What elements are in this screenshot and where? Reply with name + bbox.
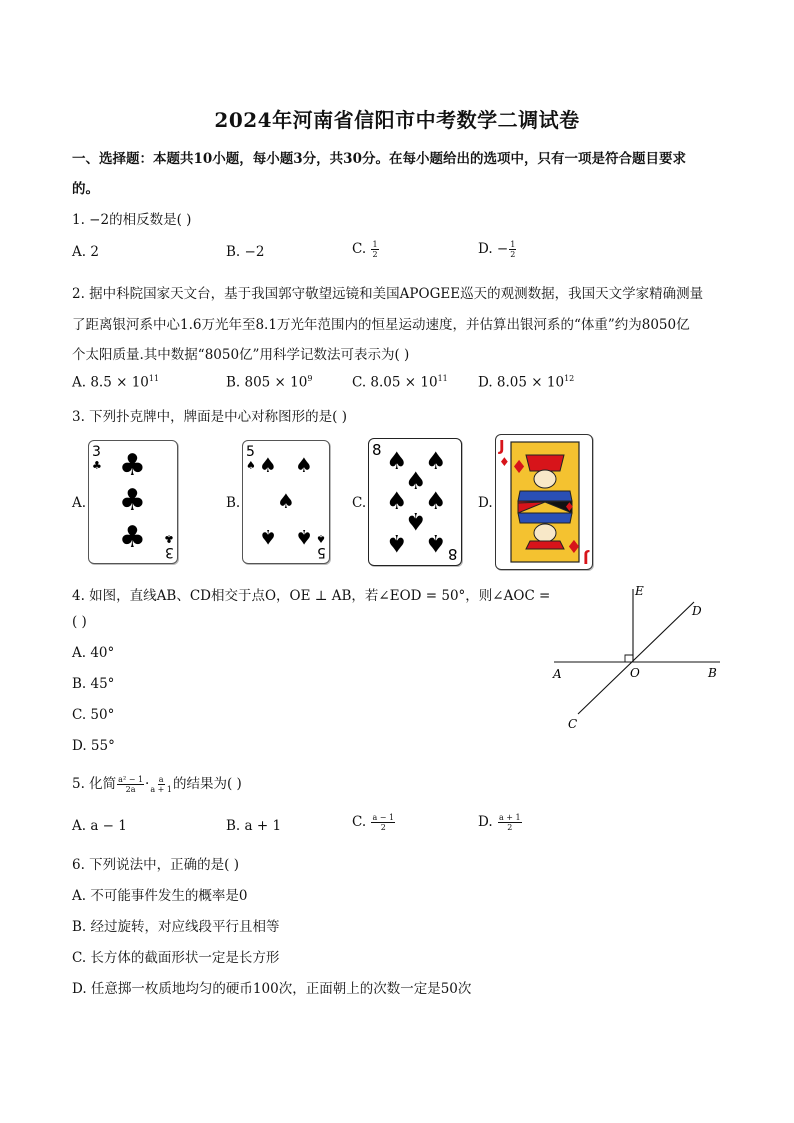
diamond-icon: ♦ xyxy=(511,457,528,478)
q4-option-b: B. 45° xyxy=(72,676,115,692)
q5-fraction-1 xyxy=(117,775,144,794)
fraction-numerator: a² − 1 xyxy=(118,775,144,784)
fraction-numerator: a xyxy=(158,775,164,784)
spade-icon: ♠ xyxy=(425,447,447,475)
q6-stem: 6. 下列说法中，正确的是( ) xyxy=(72,857,239,873)
q4-line1: 4. 如图，直线AB、CD相交于点O，OE ⊥ AB，若∠EOD = 50°，则∠AOC = xyxy=(72,588,551,604)
point-label-o: O xyxy=(630,666,640,680)
q2-option-b-exponent: 9 xyxy=(307,374,313,383)
fraction-numerator: 1 xyxy=(510,240,516,249)
section-instructions-line2: 的。 xyxy=(72,181,99,197)
spade-icon: ♠ xyxy=(295,525,313,549)
q1-stem: 1. −2的相反数是( ) xyxy=(72,212,192,228)
card-rank: J xyxy=(583,549,589,567)
q2-line2: 了距离银河系中心1.6万光年至8.1万光年范围内的恒星运动速度，并估算出银河系的“体重”约为8050亿 xyxy=(72,317,690,333)
q5-option-c-fraction xyxy=(371,813,395,832)
q1-option-d-fraction xyxy=(509,240,516,259)
q5-option-d-fraction xyxy=(498,813,522,832)
q4-option-c: C. 50° xyxy=(72,707,115,723)
point-label-d: D xyxy=(692,604,702,618)
q5-suffix: 的结果为( ) xyxy=(172,776,242,792)
fraction-denominator: a + 1 xyxy=(150,785,172,794)
q5-option-d-label: D. xyxy=(478,814,493,830)
playing-card-jack-of-diamonds xyxy=(495,434,593,570)
card-rank: 5 xyxy=(246,444,255,460)
spade-icon: ♠ xyxy=(405,467,427,495)
card-rank: 3 xyxy=(92,444,101,460)
point-label-b: B xyxy=(708,666,717,680)
q3-option-d: D. xyxy=(478,495,493,511)
point-label-e: E xyxy=(635,584,644,598)
q5-option-c-label: C. xyxy=(352,814,367,830)
line-cd xyxy=(578,602,694,714)
fraction-numerator: a + 1 xyxy=(498,813,521,822)
q1-option-c-fraction xyxy=(371,240,378,259)
playing-card-three-of-clubs xyxy=(88,440,178,564)
spade-icon: ♠ xyxy=(277,489,295,513)
q4-option-d: D. 55° xyxy=(72,738,115,754)
club-icon: ♣ xyxy=(119,448,146,483)
card-rank: 8 xyxy=(372,441,382,459)
card-rank: J xyxy=(499,437,505,455)
spade-icon: ♠ xyxy=(259,525,277,549)
fraction-denominator: 2 xyxy=(372,250,378,259)
playing-card-five-of-spades xyxy=(242,440,330,564)
q3-option-a: A. xyxy=(72,495,87,511)
q5-multiply-dot: · xyxy=(145,776,150,792)
q6-option-c: C. 长方体的截面形状一定是长方形 xyxy=(72,950,280,966)
spade-icon: ♠ xyxy=(386,447,408,475)
q1-option-c-label: C. xyxy=(352,241,367,257)
q2-line3: 个太阳质量.其中数据“8050亿”用科学记数法可表示为( ) xyxy=(72,347,410,363)
q3-option-c: C. xyxy=(352,495,367,511)
q2-option-c xyxy=(352,374,448,391)
q1-option-b: B. −2 xyxy=(226,244,265,260)
card-rank: 3 xyxy=(165,544,174,560)
club-icon: ♣ xyxy=(119,520,146,555)
q1-option-c xyxy=(352,240,380,259)
spade-icon: ♠ xyxy=(295,453,313,477)
q6-option-a: A. 不可能事件发生的概率是0 xyxy=(72,888,248,904)
q1-option-d xyxy=(478,240,517,259)
spade-icon: ♠ xyxy=(316,532,326,545)
point-label-a: A xyxy=(553,667,562,681)
q5-stem xyxy=(72,772,242,794)
fraction-numerator: 1 xyxy=(372,240,378,249)
section-instructions-line1: 一、选择题：本题共10小题，每小题3分，共30分。在每小题给出的选项中，只有一项是符合题目要求 xyxy=(72,151,686,167)
fraction-denominator: 2 xyxy=(380,823,386,832)
spade-icon: ♠ xyxy=(386,487,408,515)
q5-option-a: A. a − 1 xyxy=(72,818,127,834)
fraction-denominator: 2a xyxy=(125,785,136,794)
spade-icon: ♠ xyxy=(425,487,447,515)
q2-option-d xyxy=(478,374,574,391)
spade-icon: ♠ xyxy=(425,529,447,557)
q2-option-a xyxy=(72,374,159,391)
card-rank: 8 xyxy=(448,545,458,563)
q4-geometry-figure xyxy=(548,582,728,732)
point-label-c: C xyxy=(568,717,578,731)
club-icon: ♣ xyxy=(119,483,146,518)
q5-option-d xyxy=(478,813,523,832)
spade-icon: ♠ xyxy=(405,507,427,535)
q2-line1: 2. 据中科院国家天文台，基于我国郭守敬望远镜和美国APOGEE巡天的观测数据，我国天文学家精确测量 xyxy=(72,286,704,302)
q6-option-d: D. 任意掷一枚质地均匀的硬币100次，正面朝上的次数一定是50次 xyxy=(72,981,472,997)
club-icon: ♣ xyxy=(164,532,174,545)
right-angle-mark xyxy=(625,655,633,662)
q2-option-d-label: D. 8.05 × 10 xyxy=(478,374,565,391)
q2-option-b xyxy=(226,374,312,391)
page-title: 2024年河南省信阳市中考数学二调试卷 xyxy=(214,108,580,132)
q4-line2: ( ) xyxy=(72,614,87,630)
q2-option-c-exponent: 11 xyxy=(437,374,448,383)
q2-option-d-exponent: 12 xyxy=(564,374,575,383)
diamond-icon: ♦ xyxy=(499,455,510,469)
fraction-numerator: a − 1 xyxy=(372,813,395,822)
q2-option-a-exponent: 11 xyxy=(148,374,160,383)
q1-option-a: A. 2 xyxy=(72,244,99,260)
q2-option-c-label: C. 8.05 × 10 xyxy=(352,374,438,391)
q5-option-c xyxy=(352,813,396,832)
club-icon: ♣ xyxy=(92,459,102,472)
spade-icon: ♠ xyxy=(259,453,277,477)
card-rank: 5 xyxy=(317,544,326,560)
diamond-icon: ♦ xyxy=(565,537,582,558)
fraction-denominator: 2 xyxy=(510,250,516,259)
q5-fraction-2 xyxy=(150,775,172,794)
q5-prefix: 5. 化简 xyxy=(72,776,117,792)
spade-icon: ♠ xyxy=(246,459,256,472)
playing-card-eight-of-spades xyxy=(368,438,462,566)
q3-stem: 3. 下列扑克牌中，牌面是中心对称图形的是( ) xyxy=(72,409,347,425)
q5-option-b: B. a + 1 xyxy=(226,818,282,834)
q3-option-b: B. xyxy=(226,495,241,511)
fraction-denominator: 2 xyxy=(507,823,513,832)
q6-option-b: B. 经过旋转，对应线段平行且相等 xyxy=(72,919,280,935)
q2-option-a-label: A. 8.5 × 10 xyxy=(72,374,149,391)
q2-option-b-label: B. 805 × 10 xyxy=(226,374,308,391)
svg-text:♦: ♦ xyxy=(564,500,575,514)
spade-icon: ♠ xyxy=(386,529,408,557)
q4-option-a: A. 40° xyxy=(72,645,115,661)
q1-option-d-label: D. − xyxy=(478,241,509,257)
